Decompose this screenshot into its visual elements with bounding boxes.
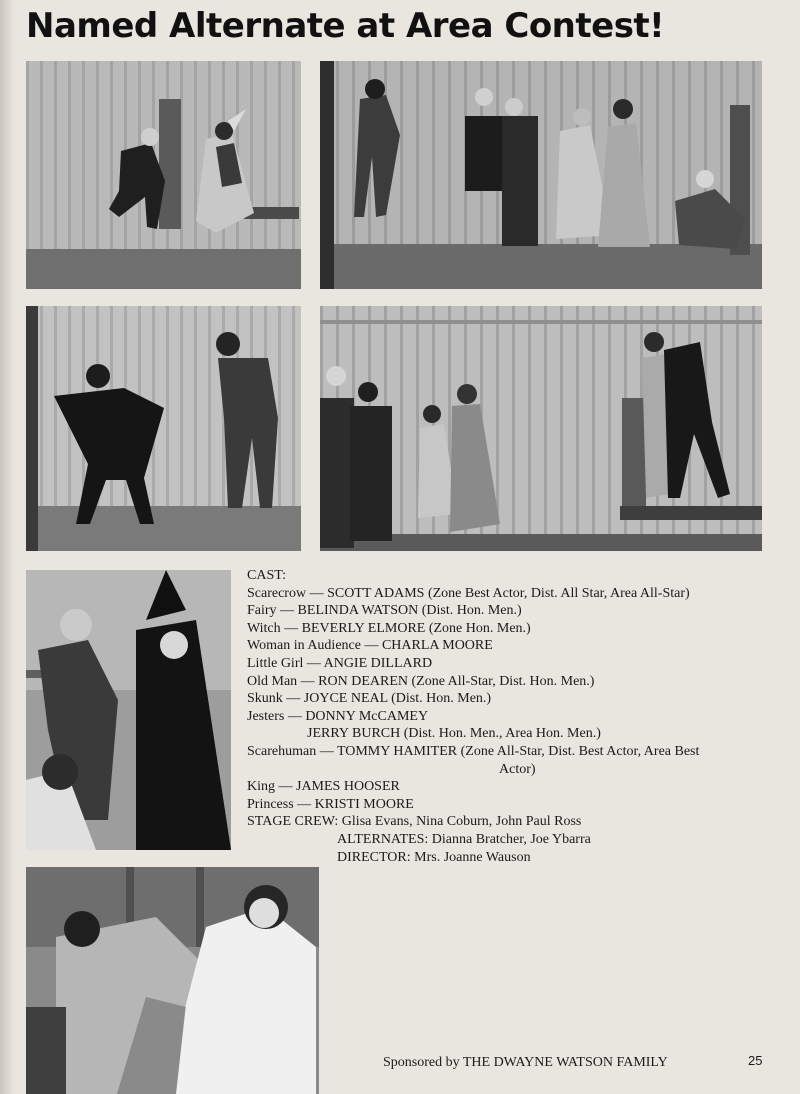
cast-line-director: DIRECTOR: Mrs. Joanne Wauson [337,849,531,865]
cast-line-alternates: ALTERNATES: Dianna Bratcher, Joe Ybarra [337,831,591,847]
stage-photo-4 [320,306,762,551]
cast-list [247,567,777,866]
cast-line-stage-crew: STAGE CREW: Glisa Evans, Nina Coburn, John Paul Ross [247,814,582,830]
stage-photo-3 [26,306,301,551]
cast-line-scarehuman: Scarehuman — TOMMY HAMITER (Zone All-Star, Dist. Best Actor, Area Best [247,743,700,759]
cast-line-skunk: Skunk — JOYCE NEAL (Dist. Hon. Men.) [247,691,492,707]
cast-line-old-man: Old Man — RON DEAREN (Zone All-Star, Dist. Hon. Men.) [247,673,595,689]
cast-heading: CAST: [247,568,286,583]
cast-line-scarehuman-continued: Actor) [499,761,536,777]
backstage-photo-makeup [26,570,231,850]
cast-line-witch: Witch — BEVERLY ELMORE (Zone Hon. Men.) [247,620,531,636]
cast-line-jesters-second: JERRY BURCH (Dist. Hon. Men., Area Hon. Men.) [307,726,601,742]
cast-line-princess: Princess — KRISTI MOORE [247,796,414,812]
stage-photo-1 [26,61,301,289]
cast-line-king: King — JAMES HOOSER [247,779,400,795]
cast-line-little-girl: Little Girl — ANGIE DILLARD [247,655,433,671]
page-spine-shadow [0,0,14,1094]
cast-line-woman-in-audience: Woman in Audience — CHARLA MOORE [247,638,493,654]
stage-photo-2 [320,61,762,289]
cast-line-fairy: Fairy — BELINDA WATSON (Dist. Hon. Men.) [247,603,522,619]
cast-line-scarecrow: Scarecrow — SCOTT ADAMS (Zone Best Actor, Dist. All Star, Area All-Star) [247,585,690,601]
cast-line-jesters: Jesters — DONNY McCAMEY [247,708,429,724]
sponsor-credit: Sponsored by THE DWAYNE WATSON FAMILY [383,1055,668,1070]
page-title: Named Alternate at Area Contest! [26,6,665,46]
page-number: 25 [748,1053,763,1068]
backstage-photo-crew [26,867,319,1094]
